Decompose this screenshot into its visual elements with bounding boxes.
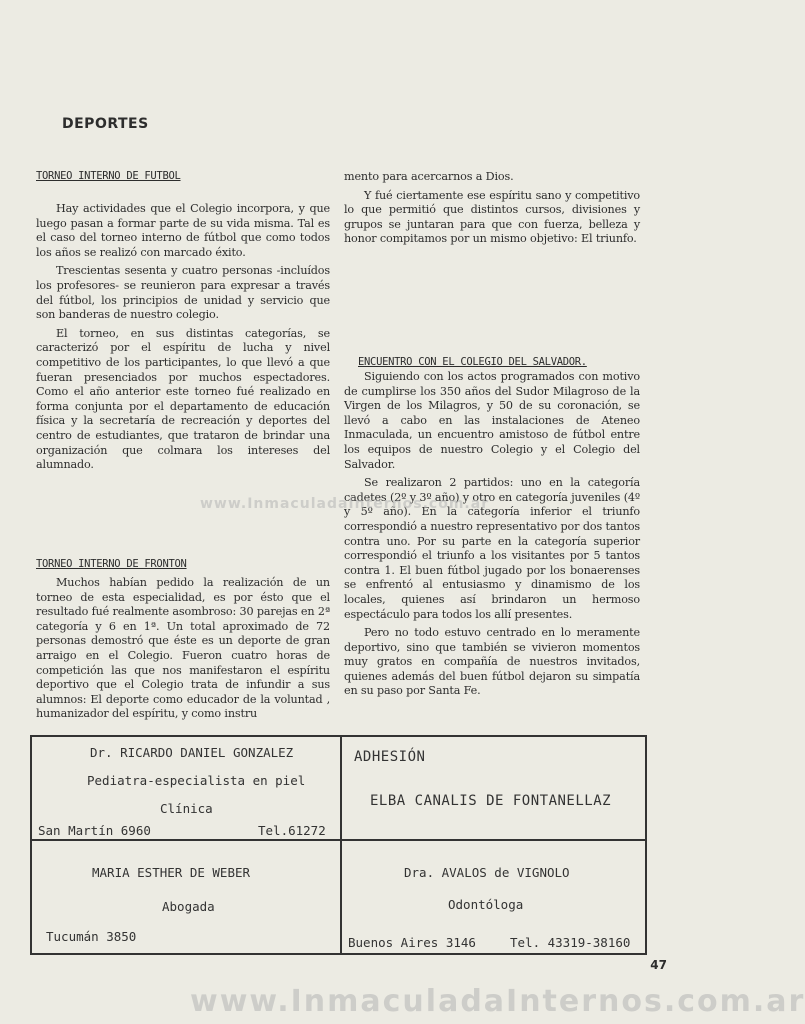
section-title: DEPORTES [62, 116, 149, 132]
ad-phone: Tel.61272 [258, 823, 326, 838]
ad-address: San Martín 6960 [38, 823, 151, 838]
ads-grid [30, 735, 647, 955]
paragraph: Trescientas sesenta y cuatro personas -incluídos los profesores- se reunieron para expresar a través del fútbol, los principios de unidad y servicio que son banderas de nuestro colegio. [36, 264, 330, 322]
paragraph: Pero no todo estuvo centrado en lo meramente deportivo, sino que también se vivieron momentos muy gratos en compañía de nuestros invitados, quienes además del buen fútbol dejaron su simpatía en su paso por Santa Fe. [344, 626, 640, 698]
ad-name: MARIA ESTHER DE WEBER [92, 865, 251, 880]
paragraph: Siguiendo con los actos programados con motivo de cumplirse los 350 años del Sudor Milagroso de la Virgen de los Milagros, y 50 de su coronación, se llevó a cabo en las instalaciones de Ateneo Inmaculada, un encuentro amistoso de fútbol entre los equipos de nuestro Colegio y el Colegio del Salvador. [344, 370, 640, 471]
ad-specialty: Pediatra-especialista en piel [87, 773, 306, 788]
ad-profession: Odontóloga [448, 897, 524, 912]
ad-weber [32, 841, 342, 953]
watermark-bottom: www.InmaculadaInternos.com.ar [190, 984, 805, 1019]
paragraph: El torneo, en sus distintas categorías, se caracterizó por el espíritu de lucha y nivel competitivo de los participantes, lo que llevó a que fueran presenciados por muchos espectadores. Como el año anterior este torneo fué realizado en forma conjunta por el departamento de educación física y la secretaría de recreación y deportes del centro de estudiantes, que trataron de brindar una organización que colmara los intereses del alumnado. [36, 326, 330, 472]
ad-name: Dra. AVALOS de VIGNOLO [404, 865, 570, 880]
paragraph: mento para acercarnos a Dios. [344, 170, 514, 183]
heading-torneo-fronton: TORNEO INTERNO DE FRONTON [36, 558, 187, 570]
paragraph: Se realizaron 2 partidos: uno en la categoría cadetes (2º y 3º año) y otro en categoría juveniles (4º y 5º año). En la categoría inferior el triunfo correspondió a nuestro representativo por dos tantos contra uno. Por su parte en la categoría superior correspondió el triunfo a los visitantes por 5 tantos contra 1. El buen fútbol jugado por los bonaerenses se enfrentó al entusiasmo y dinamismo de los locales, quienes así brindaron un hermoso espectáculo para todos los allí presentes. [344, 476, 640, 621]
ad-type: Clínica [160, 801, 213, 816]
watermark-middle: www.InmaculadaInternos.com.ar [200, 496, 490, 512]
ad-vignolo [342, 841, 645, 953]
paragraph: Y fué ciertamente ese espíritu sano y competitivo lo que permitió que distintos cursos, divisiones y grupos se juntaran para que con fuerza, belleza y honor compitamos por un mismo objetivo: El triunfo. [344, 188, 640, 246]
ad-address: Tucumán 3850 [46, 929, 137, 944]
heading-encuentro: ENCUENTRO CON EL COLEGIO DEL SALVADOR. [358, 356, 587, 368]
ad-name: ELBA CANALIS DE FONTANELLAZ [370, 793, 612, 809]
ad-gonzalez [32, 737, 342, 841]
ad-address: Buenos Aires 3146 [348, 935, 476, 950]
ad-phone: Tel. 43319-38160 [510, 935, 631, 950]
ad-label: ADHESIÓN [354, 749, 426, 765]
page-number: 47 [650, 958, 667, 972]
ad-adhesion [342, 737, 645, 841]
article-continuation [344, 170, 640, 251]
paragraph: Muchos habían pedido la realización de un torneo de esta especialidad, es por ésto que el resultado fué realmente asombroso: 30 parejas en 2ª categoría y 6 en 1ª. Un total aproximado de 72 personas demostró que éste es un deporte de gran arraigo en el Colegio. Fueron cuatro horas de competición las que nos manifestaron el espíritu deportivo que el Colegio trata de infundir a sus alumnos: El deporte como educador de la voluntad , humanizador del espíritu, y como instru [36, 576, 330, 721]
ad-name: Dr. RICARDO DANIEL GONZALEZ [90, 745, 294, 760]
ad-profession: Abogada [162, 899, 215, 914]
article-torneo-fronton [36, 576, 330, 726]
paragraph: Hay actividades que el Colegio incorpora, y que luego pasan a formar parte de su vida misma. Tal es el caso del torneo interno de fútbol que como todos los años se realizó con marcado éxito. [36, 202, 330, 259]
article-encuentro [344, 370, 640, 703]
article-torneo-futbol [36, 202, 330, 477]
heading-torneo-futbol: TORNEO INTERNO DE FUTBOL [36, 170, 181, 182]
